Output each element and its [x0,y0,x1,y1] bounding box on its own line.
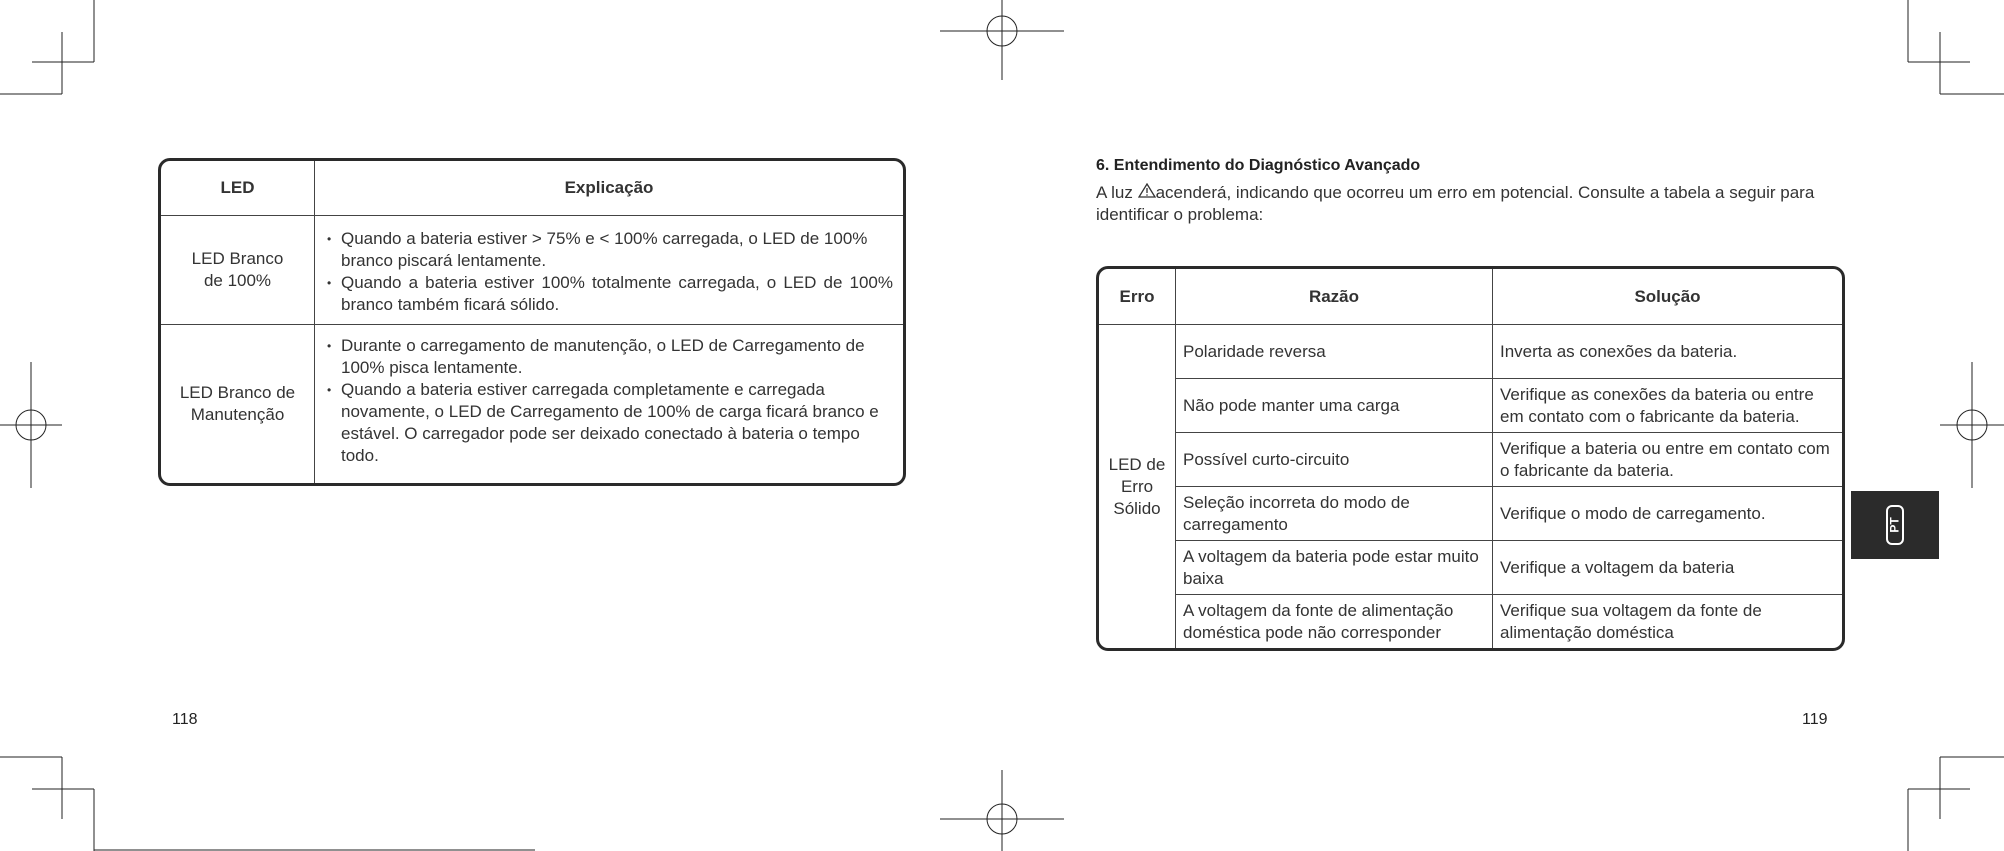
section-heading: 6. Entendimento do Diagnóstico Avançado [1096,157,1421,174]
led-explanation-table [158,158,906,486]
section-intro [1096,182,1856,226]
header-reason: Razão [1176,269,1493,325]
reason-cell: A voltagem da fonte de alimentação doméstica pode não corresponder [1176,595,1493,648]
explanation-bullet: • Quando a bateria estiver > 75% e < 100% carregada, o LED de 100% branco piscará lentamente. [341,228,893,272]
explanation-cell-maintenance [315,325,903,483]
language-badge [1886,505,1904,545]
language-tab [1851,491,1939,559]
warning-triangle-icon [1138,182,1156,204]
explanation-bullet: • Quando a bateria estiver 100% totalmente carregada, o LED de 100% branco também ficará sólido. [341,272,893,316]
header-led: LED [161,161,315,216]
header-solution: Solução [1493,269,1842,325]
explanation-bullet: • Quando a bateria estiver carregada completamente e carregada novamente, o LED de Carregamento de 100% de carga ficará branco e estável. O carregador pode ser deixado conectado à bateria o tempo todo. [341,379,893,467]
reason-cell: A voltagem da bateria pode estar muito baixa [1176,541,1493,595]
reason-cell: Polaridade reversa [1176,325,1493,379]
solution-cell: Verifique o modo de carregamento. [1493,487,1842,541]
intro-prefix: A luz [1096,183,1138,202]
page-number-right: 119 [1802,711,1828,728]
led-label-text: LED Branco de 100% [191,249,284,290]
reason-cell: Possível curto-circuito [1176,433,1493,487]
header-explanation: Explicação [315,161,903,216]
page-number-left: 118 [172,711,198,728]
solution-cell: Inverta as conexões da bateria. [1493,325,1842,379]
intro-suffix: acenderá, indicando que ocorreu um erro em potencial. Consulte a tabela a seguir para identificar o problema: [1096,183,1815,224]
explanation-cell-100 [315,216,903,325]
solution-cell: Verifique a bateria ou entre em contato com o fabricante da bateria. [1493,433,1842,487]
led-label-maintenance [161,325,315,483]
language-code: PT [1888,517,1902,533]
led-label-text: LED Branco de Manutenção [179,383,296,424]
diagnostic-table [1096,266,1845,651]
solution-cell: Verifique as conexões da bateria ou entre em contato com o fabricante da bateria. [1493,379,1842,433]
header-error: Erro [1099,269,1176,325]
explanation-bullet: • Durante o carregamento de manutenção, o LED de Carregamento de 100% pisca lentamente. [341,335,893,379]
error-label-cell [1099,325,1176,648]
reason-cell: Seleção incorreta do modo de carregamento [1176,487,1493,541]
led-label-100 [161,216,315,325]
solution-cell: Verifique a voltagem da bateria [1493,541,1842,595]
solution-cell: Verifique sua voltagem da fonte de alimentação doméstica [1500,600,1762,642]
error-label: LED de Erro Sólido [1108,454,1166,518]
reason-cell: Não pode manter uma carga [1176,379,1493,433]
